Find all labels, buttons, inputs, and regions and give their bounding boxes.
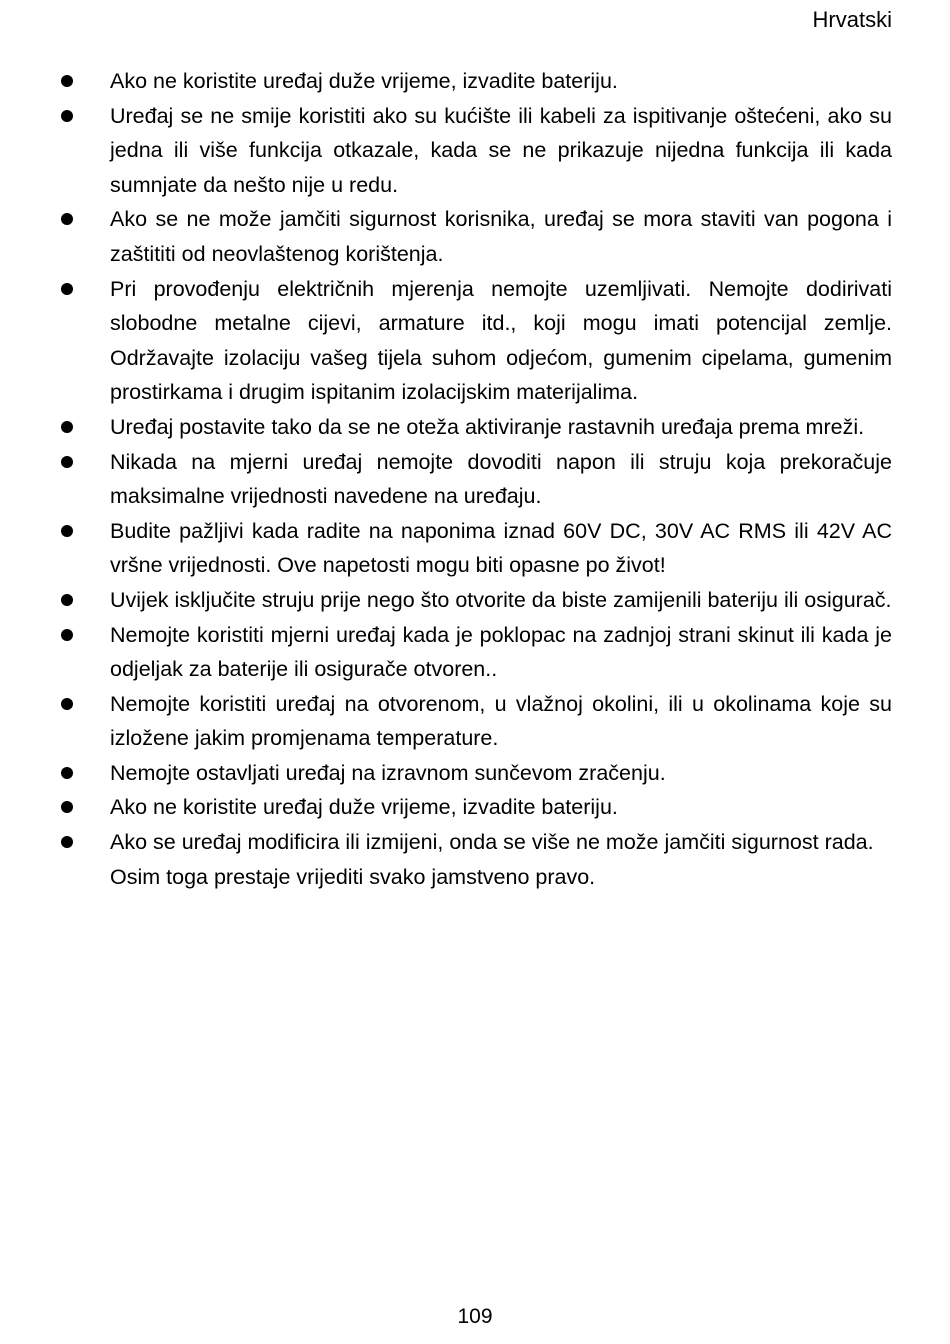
bullet-item: [58, 445, 892, 514]
bullet-text: Nemojte ostavljati uređaj na izravnom sunčevom zračenju.: [110, 760, 666, 785]
bullet-dot-icon: [61, 75, 73, 87]
bullet-item: [58, 410, 892, 445]
bullet-item: [58, 64, 892, 99]
bullet-dot-icon: [61, 213, 73, 225]
bullet-text: Ako se uređaj modificira ili izmijeni, onda se više ne može jamčiti sigurnost rada. Osim toga prestaje vrijediti svako jamstveno pravo.: [110, 830, 874, 889]
bullet-item: [58, 583, 892, 618]
bullet-dot-icon: [61, 421, 73, 433]
bullet-text: Ako se ne može jamčiti sigurnost korisnika, uređaj se mora staviti van pogona i zaštititi od neovlaštenog korištenja.: [110, 207, 892, 266]
bullet-text: Uređaj se ne smije koristiti ako su kućište ili kabeli za ispitivanje oštećeni, ako su jedna ili više funkcija otkazale, kada se ne prikazuje nijedna funkcija ili kada sumnjate da nešto nije u redu.: [110, 103, 892, 197]
bullet-text: Pri provođenju električnih mjerenja nemojte uzemljivati. Nemojte dodirivati slobodne metalne cijevi, armature itd., koji mogu imati potencijal zemlje. Održavajte izolaciju vašeg tijela suhom odjećom, gumenim cipelama, gumenim prostirkama i drugim ispitanim izolacijskim materijalima.: [110, 276, 892, 405]
bullet-item: [58, 99, 892, 203]
bullet-dot-icon: [61, 456, 73, 468]
bullet-dot-icon: [61, 525, 73, 537]
header-language-label: Hrvatski: [812, 7, 892, 32]
bullet-text: Ako ne koristite uređaj duže vrijeme, izvadite bateriju.: [110, 795, 618, 820]
bullet-item: [58, 514, 892, 583]
bullet-item: [58, 272, 892, 410]
bullet-dot-icon: [61, 801, 73, 813]
safety-bullet-list: [58, 64, 892, 894]
bullet-dot-icon: [61, 629, 73, 641]
bullet-text: Uvijek isključite struju prije nego što otvorite da biste zamijenili bateriju ili osigurač.: [110, 587, 892, 612]
page-number: 109: [457, 1305, 493, 1328]
bullet-dot-icon: [61, 283, 73, 295]
bullet-item: [58, 687, 892, 756]
bullet-item: [58, 202, 892, 271]
bullet-dot-icon: [61, 767, 73, 779]
bullet-item: [58, 825, 892, 894]
bullet-text: Budite pažljivi kada radite na naponima iznad 60V DC, 30V AC RMS ili 42V AC vršne vrijednosti. Ove napetosti mogu biti opasne po život!: [110, 518, 892, 578]
bullet-text: Ako ne koristite uređaj duže vrijeme, izvadite bateriju.: [110, 69, 618, 93]
bullet-dot-icon: [61, 594, 73, 606]
bullet-text: Nemojte koristiti uređaj na otvorenom, u vlažnoj okolini, ili u okolinama koje su izložene jakim promjenama temperature.: [110, 691, 892, 751]
bullet-text: Nikada na mjerni uređaj nemojte dovoditi napon ili struju koja prekoračuje maksimalne vrijednosti navedene na uređaju.: [110, 449, 892, 509]
bullet-item: [58, 618, 892, 687]
bullet-item: [58, 756, 892, 791]
bullet-dot-icon: [61, 836, 73, 848]
bullet-item: [58, 790, 892, 825]
bullet-text: Uređaj postavite tako da se ne oteža aktiviranje rastavnih uređaja prema mreži.: [110, 414, 865, 439]
bullet-text: Nemojte koristiti mjerni uređaj kada je poklopac na zadnjoj strani skinut ili kada je odjeljak za baterije ili osigurače otvoren..: [110, 622, 892, 682]
bullet-dot-icon: [61, 698, 73, 710]
bullet-dot-icon: [61, 110, 73, 122]
